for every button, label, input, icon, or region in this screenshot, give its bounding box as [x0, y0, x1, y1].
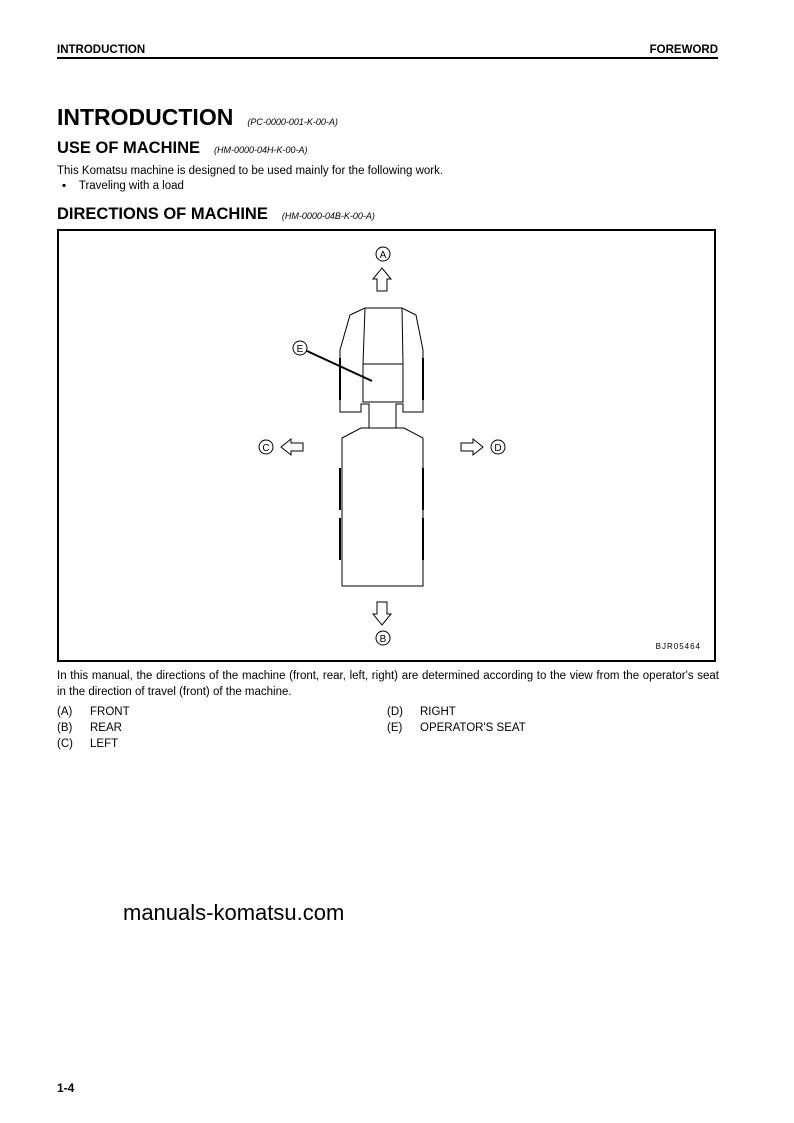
legend-key: (E)	[387, 722, 403, 734]
use-heading	[57, 139, 308, 158]
page-title	[57, 104, 338, 131]
arrow-front-icon	[373, 268, 391, 291]
legend-item	[387, 706, 456, 718]
legend-key: (A)	[57, 706, 73, 718]
callout-e: E	[296, 344, 304, 355]
title-text: INTRODUCTION	[57, 104, 234, 130]
legend-item	[57, 738, 118, 750]
bullet-item: ▪ Traveling with a load	[62, 180, 184, 192]
front-frame	[340, 308, 423, 428]
bullet-text: Traveling with a load	[78, 180, 184, 192]
legend-item	[57, 722, 122, 734]
legend-label: OPERATOR'S SEAT	[420, 722, 526, 734]
callout-c: C	[262, 443, 270, 454]
header-section: INTRODUCTION	[57, 44, 146, 56]
operators-seat	[363, 364, 403, 402]
machine-diagram	[59, 231, 714, 660]
callout-a: A	[379, 250, 387, 261]
page-number: 1-4	[57, 1081, 75, 1095]
directions-heading	[57, 205, 375, 224]
title-code: (PC-0000-001-K-00-A)	[247, 117, 338, 127]
use-heading-code: (HM-0000-04H-K-00-A)	[214, 145, 308, 155]
legend-label: REAR	[90, 722, 122, 734]
legend-label: LEFT	[90, 738, 119, 750]
header-rule	[57, 57, 718, 59]
arrow-rear-icon	[373, 602, 391, 625]
legend-key: (D)	[387, 706, 403, 718]
directions-figure	[57, 229, 716, 662]
arrow-right-icon	[461, 439, 483, 455]
legend-item	[387, 722, 526, 734]
directions-heading-text: DIRECTIONS OF MACHINE	[57, 205, 268, 223]
use-heading-text: USE OF MACHINE	[57, 139, 201, 157]
arrow-left-icon	[281, 439, 303, 455]
use-body: This Komatsu machine is designed to be used mainly for the following work.	[57, 165, 444, 177]
directions-heading-code: (HM-0000-04B-K-00-A)	[281, 211, 375, 221]
watermark: manuals-komatsu.com	[123, 900, 345, 925]
header-chapter: FOREWORD	[649, 44, 718, 56]
callout-b: B	[379, 634, 387, 645]
directions-description: In this manual, the directions of the machine (front, rear, left, right) are determined according to the view from the operator's seat in the direction of travel (front) of the machine.	[57, 670, 719, 698]
legend-label: FRONT	[90, 706, 130, 718]
rear-frame	[342, 428, 423, 586]
legend-key: (B)	[57, 722, 73, 734]
legend-key: (C)	[57, 738, 73, 750]
callout-d: D	[494, 443, 502, 454]
figure-id: BJR05464	[655, 642, 701, 651]
legend-label: RIGHT	[420, 706, 456, 718]
legend-item	[57, 706, 130, 718]
